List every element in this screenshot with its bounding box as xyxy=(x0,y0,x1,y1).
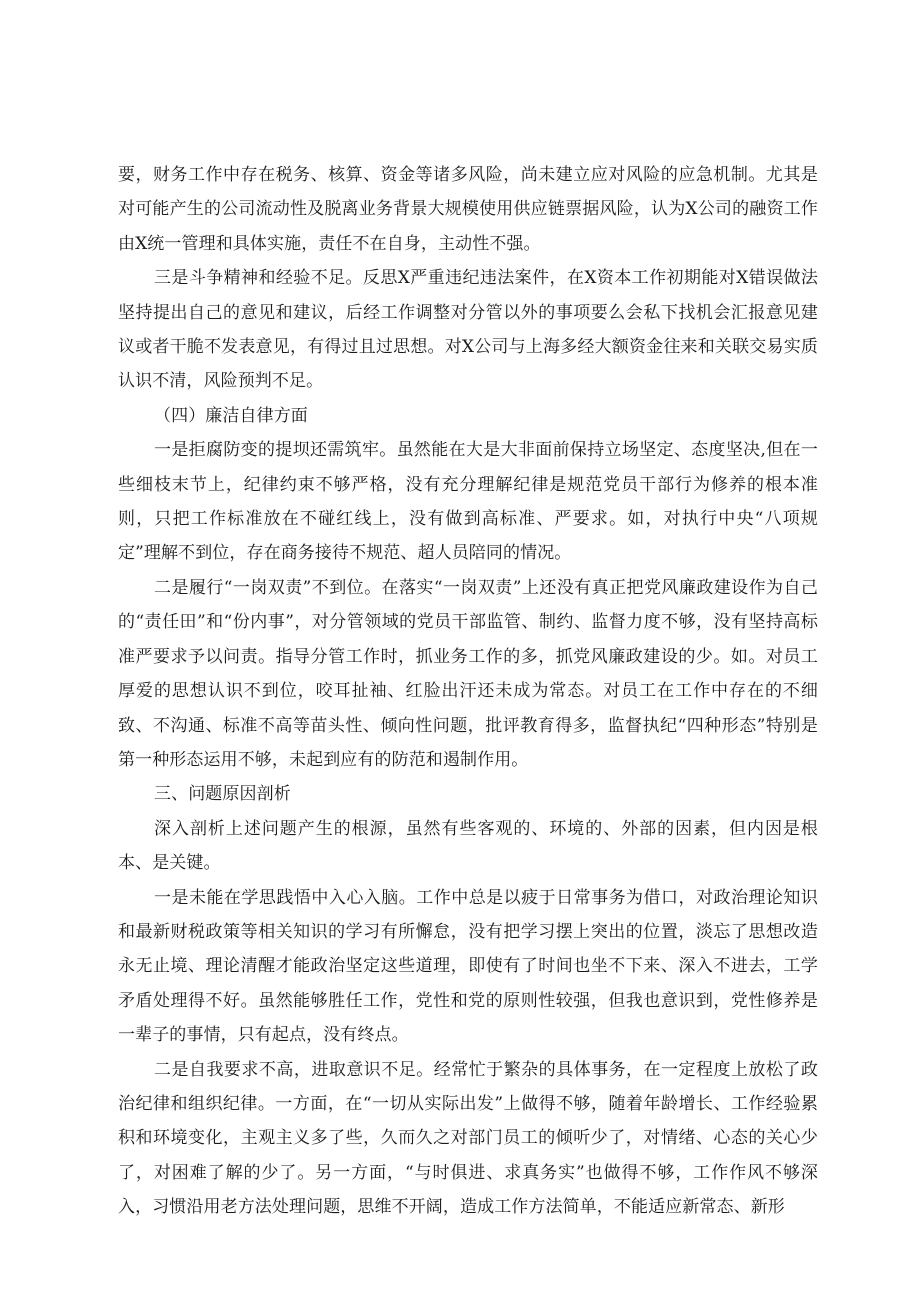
paragraph-struggle-spirit: 三是斗争精神和经验不足。反思X严重违纪违法案件，在X资本工作初期能对X错误做法坚持提出自己的意见和建议，后经工作调整对分管以外的事项要么会私下找机会汇报意见建议或者干脆不发表意见，有得过且过思想。对X公司与上海多经大额资金往来和关联交易实质认识不清，风险预判不足。 xyxy=(118,268,818,392)
paragraph-self-requirement: 二是自我要求不高，进取意识不足。经常忙于繁杂的具体事务，在一定程度上放松了政治纪律和组织纪律。一方面，在“一切从实际出发”上做得不够，随着年龄增长、工作经验累积和环境变化，主观主义多了些，久而久之对部门员工的倾听少了，对情绪、心态的关心少了，对困难了解的少了。另一方面，“与时俱进、求真务实”也做得不够，工作作风不够深入，习惯沿用老方法处理问题，思维不开阔，造成工作方法简单，不能适应新常态、新形 xyxy=(118,1059,818,1218)
paragraph-root-cause-intro: 深入剖析上述问题产生的根源，虽然有些客观的、环境的、外部的因素，但内因是根本、是关键。 xyxy=(118,818,818,874)
paragraph-continuation: 要，财务工作中存在税务、核算、资金等诸多风险，尚未建立应对风险的应急机制。尤其是对可能产生的公司流动性及脱离业务背景大规模使用供应链票据风险，认为X公司的融资工作由X统一管理和具体实施，责任不在自身，主动性不强。 xyxy=(118,165,818,254)
section-heading-cause-analysis: 三、问题原因剖析 xyxy=(154,784,291,805)
paragraph-study-practice: 一是未能在学思践悟中入心入脑。工作中总是以疲于日常事务为借口，对政治理论知识和最新财税政策等相关知识的学习有所懈怠，没有把学习摆上突出的位置，淡忘了思想改造永无止境、理论清醒才能政治坚定这些道理，即使有了时间也坐不下来、深入不进去，工学矛盾处理得不好。虽然能够胜任工作，党性和党的原则性较强，但我也意识到，党性修养是一辈子的事情，只有起点，没有终点。 xyxy=(118,887,818,1046)
document-page xyxy=(118,158,818,1225)
paragraph-dual-responsibility: 二是履行“一岗双责”不到位。在落实“一岗双责”上还没有真正把党风廉政建设作为自己的“责任田”和“份内事”，对分管领域的党员干部监管、制约、监督力度不够，没有坚持高标准严要求予以问责。指导分管工作时，抓业务工作的多，抓党风廉政建设的少。如。对员工厚爱的思想认识不到位，咬耳扯袖、红脸出汗还未成为常态。对员工在工作中存在的不细致、不沟通、标准不高等苗头性、倾向性问题，批评教育得多，监督执纪“四种形态”特别是第一种形态运用不够，未起到应有的防范和遏制作用。 xyxy=(118,577,818,770)
paragraph-anti-corruption: 一是拒腐防变的提坝还需筑牢。虽然能在大是大非面前保持立场坚定、态度坚决,但在一些细枝末节上，纪律约束不够严格，没有充分理解纪律是规范党员干部行为修养的根本准则，只把工作标准放在不碰红线上，没有做到高标准、严要求。如，对执行中央“八项规定”理解不到位，存在商务接待不规范、超人员陪同的情况。 xyxy=(118,440,818,564)
section-heading-integrity: （四）廉洁自律方面 xyxy=(154,405,308,426)
